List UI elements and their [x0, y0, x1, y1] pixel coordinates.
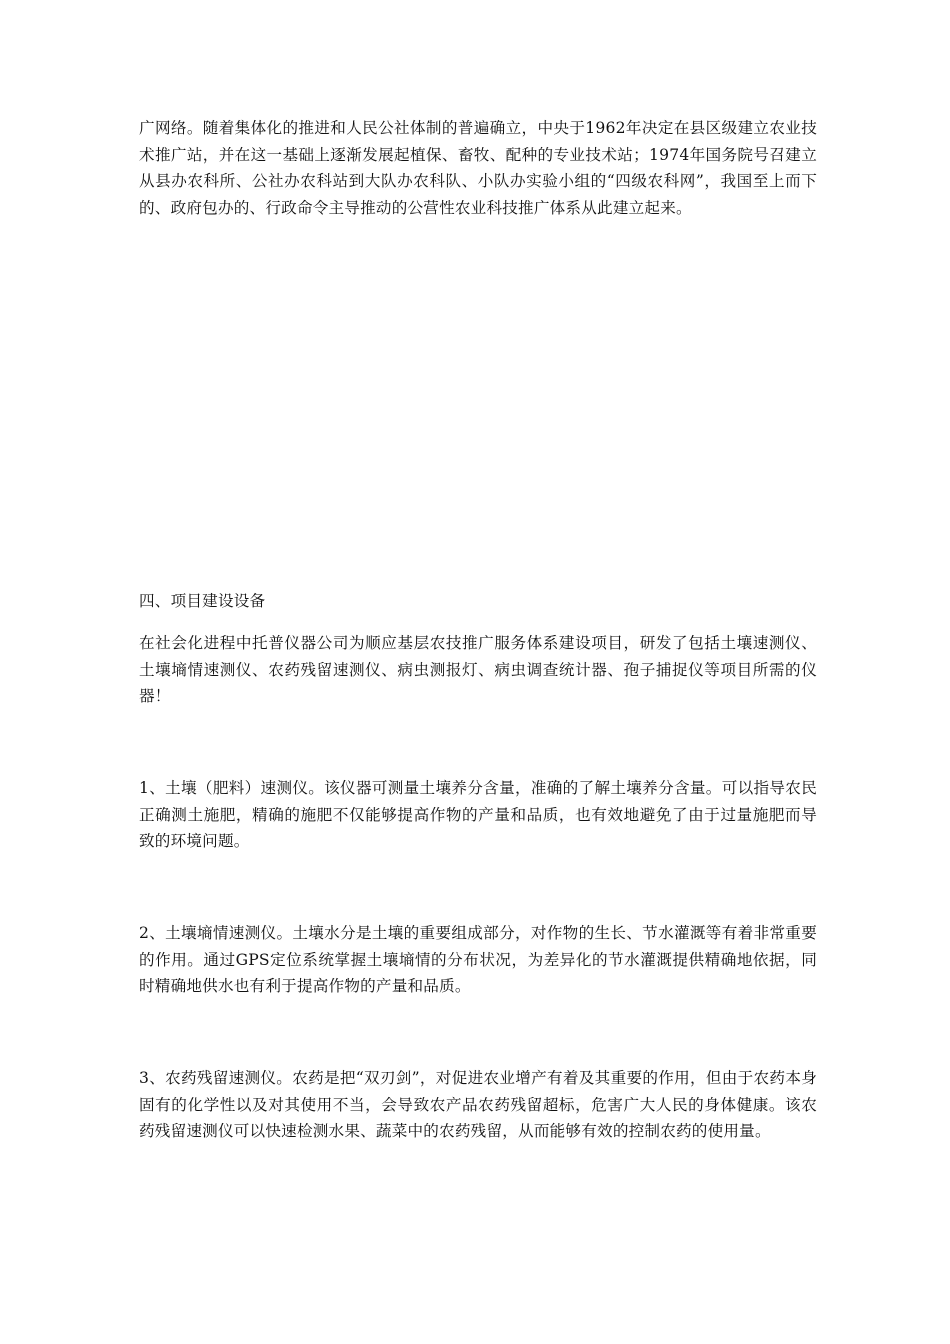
paragraph-intro: 在社会化进程中托普仪器公司为顺应基层农技推广服务体系建设项目，研发了包括土壤速测仪、土壤墒情速测仪、农药残留速测仪、病虫测报灯、病虫调查统计器、孢子捕捉仪等项目所需的仪器！	[139, 634, 817, 705]
paragraph-item-moisture-tester: 2、土壤墒情速测仪。土壤水分是土壤的重要组成部分，对作物的生长、节水灌溉等有着非常重要的作用。通过GPS定位系统掌握土壤墒情的分布状况，为差异化的节水灌溉提供精确地依据，同时精确地供水也有利于提高作物的产量和品质。	[139, 924, 817, 995]
paragraph-item-soil-tester: 1、土壤（肥料）速测仪。该仪器可测量土壤养分含量，准确的了解土壤养分含量。可以指导农民正确测土施肥，精确的施肥不仅能够提高作物的产量和品质，也有效地避免了由于过量施肥而导致的环境问题。	[139, 779, 817, 850]
paragraph-history: 广网络。随着集体化的推进和人民公社体制的普遍确立，中央于1962年决定在县区级建立农业技术推广站，并在这一基础上逐渐发展起植保、畜牧、配种的专业技术站；1974年国务院号召建立从县办农科所、公社办农科站到大队办农科队、小队办实验小组的“四级农科网”，我国至上而下的、政府包办的、行政命令主导推动的公营性农业科技推广体系从此建立起来。	[139, 119, 817, 217]
section-heading: 四、项目建设设备	[139, 592, 266, 610]
paragraph-item-pesticide-tester: 3、农药残留速测仪。农药是把“双刃剑”，对促进农业增产有着及其重要的作用，但由于农药本身固有的化学性以及对其使用不当，会导致农产品农药残留超标，危害广大人民的身体健康。该农药残留速测仪可以快速检测水果、蔬菜中的农药残留，从而能够有效的控制农药的使用量。	[139, 1069, 817, 1140]
